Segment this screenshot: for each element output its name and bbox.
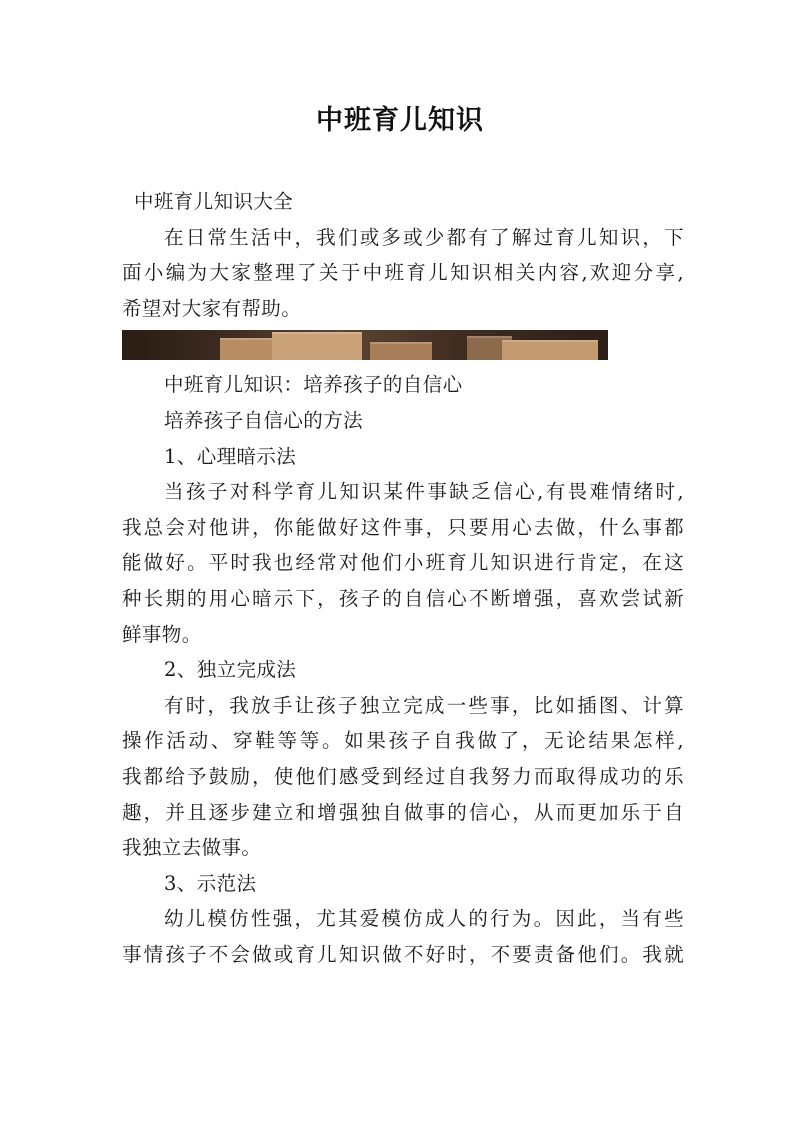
section-heading: 中班育儿知识：培养孩子的自信心 [164,373,463,397]
method2-line-2: 操作活动、穿鞋等等。如果孩子自我做了，无论结果怎样, [122,729,684,753]
intro-line-2: 面小编为大家整理了关于中班育儿知识相关内容,欢迎分享, [122,261,684,285]
method1-line-3: 能做好。平时我也经常对他们小班育儿知识进行肯定，在这 [122,551,684,575]
method2-line-5: 我独立去做事。 [122,836,262,860]
method1-title: 1、心理暗示法 [164,444,297,468]
method3-line-1: 幼儿模仿性强，尤其爱模仿成人的行为。因此，当有些 [164,907,684,931]
banner-box [370,342,432,360]
page-title: 中班育儿知识 [316,105,484,136]
method3-title: 3、示范法 [164,871,257,895]
banner-box [272,332,362,360]
method1-line-1: 当孩子对科学育儿知识某件事缺乏信心,有畏难情绪时, [164,480,684,504]
document-subtitle: 中班育儿知识大全 [134,190,294,213]
method1-line-4: 种长期的用心暗示下，孩子的自信心不断增强，喜欢尝试新 [122,586,684,610]
method-heading: 培养孩子自信心的方法 [164,408,364,432]
method2-line-3: 我都给予鼓励，使他们感受到经过自我努力而取得成功的乐 [122,764,684,788]
method1-line-2: 我总会对他讲，你能做好这件事，只要用心去做，什么事都 [122,515,684,539]
method2-line-1: 有时，我放手让孩子独立完成一些事，比如插图、计算 [164,693,684,717]
method3-line-2: 事情孩子不会做或育儿知识做不好时，不要责备他们。我就 [122,942,684,966]
method2-line-4: 趣，并且逐步建立和增强独自做事的信心，从而更加乐于自 [122,800,684,824]
banner-image [122,330,608,360]
method1-line-5: 鲜事物。 [122,622,202,646]
document-body [122,184,684,972]
intro-line-3: 希望对大家有帮助。 [122,296,302,320]
method2-title: 2、独立完成法 [164,658,297,682]
intro-line-1: 在日常生活中，我们或多或少都有了解过育儿知识，下 [164,225,684,249]
banner-box [502,340,598,360]
